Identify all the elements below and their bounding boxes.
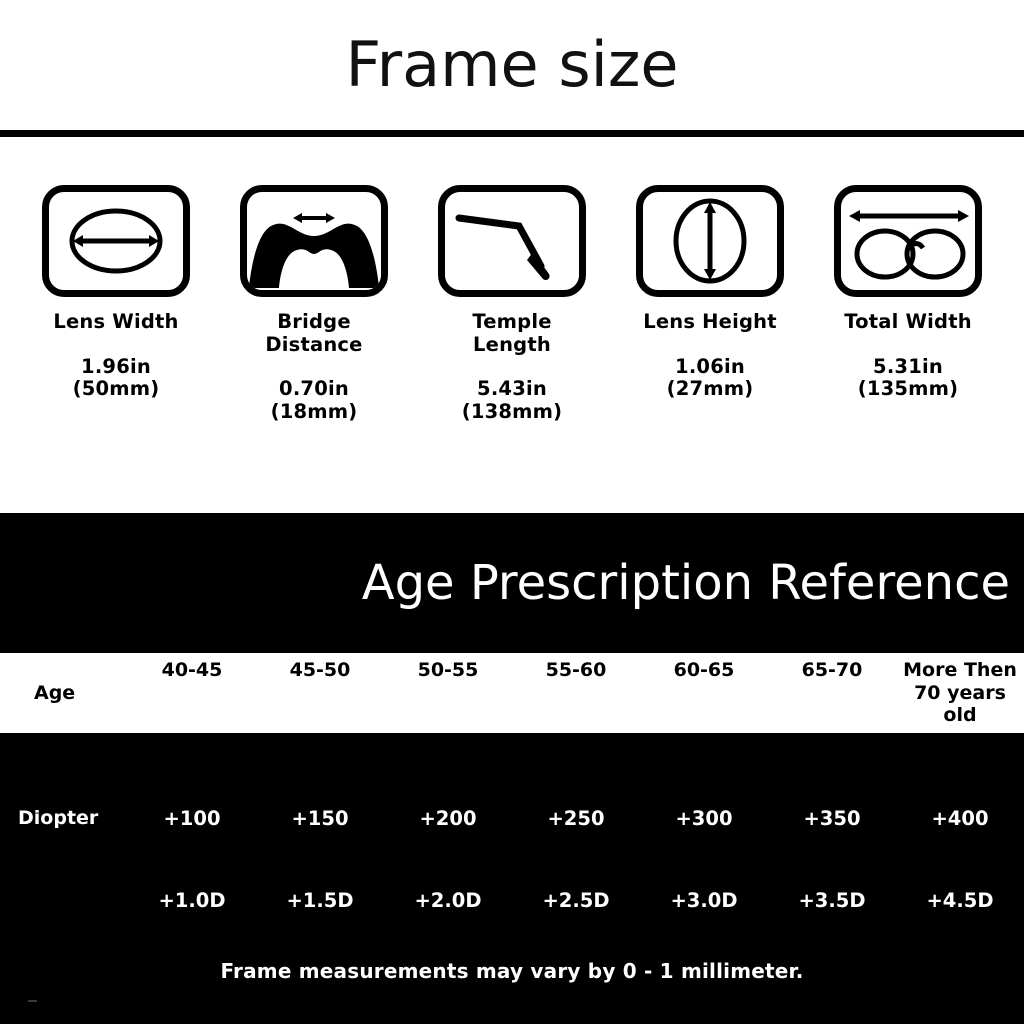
age-range-cells [128,659,1024,727]
diopter-row-d [0,859,1024,941]
diopter-d-3: +2.5D [542,888,610,912]
spec-value-lens-height [667,356,754,401]
spec-value-lens-height-mm: (27mm) [666,377,754,401]
age-cell-3-line1: 55-60 [545,658,607,681]
spec-temple-length [414,185,610,423]
age-cell-2 [384,659,512,727]
title-block [0,0,1024,130]
lens-width-icon-svg [49,192,183,290]
temple-length-icon-svg [445,192,579,290]
age-cell-4 [640,659,768,727]
spec-lens-height [612,185,808,423]
diopter-d-5: +3.5D [798,888,866,912]
diopter-numeric-5: +350 [803,806,861,830]
diopter-d-6: +4.5D [926,888,994,912]
banner-title: Age Prescription Reference [361,555,1010,611]
diopter-d-0: +1.0D [158,888,226,912]
bridge-distance-icon [240,185,388,297]
spec-lens-width [18,185,214,423]
total-width-icon-svg [841,192,975,290]
diopter-numeric-6: +400 [931,806,989,830]
spec-label-bridge-line2: Distance [265,332,363,356]
diopter-numeric-3: +250 [547,806,605,830]
age-cell-6-line1: More Then [903,658,1017,681]
spec-value-temple-in: 5.43in [477,377,547,401]
diopter-numeric-cells [128,807,1024,830]
spec-value-lens-height-in: 1.06in [675,354,745,378]
age-cell-3 [512,659,640,727]
age-header-row [0,653,1024,733]
spec-value-temple-mm: (138mm) [461,399,563,423]
lens-width-icon [42,185,190,297]
spec-value-lens-width-mm: (50mm) [72,377,160,401]
diopter-rows [0,733,1024,983]
diopter-numeric-2: +200 [419,806,477,830]
spec-value-bridge-mm: (18mm) [270,399,358,423]
diopter-row-label: Diopter [18,807,99,829]
diopter-numeric-4: +300 [675,806,733,830]
diopter-row-numeric [0,777,1024,859]
spec-label-lens-width: Lens Width [53,310,179,333]
spec-label-temple-length [472,311,551,356]
age-cell-1-line1: 45-50 [289,658,351,681]
age-prescription-banner [0,513,1024,653]
diopter-numeric-0: +100 [163,806,221,830]
diopter-numeric-1: +150 [291,806,349,830]
age-cell-5 [768,659,896,727]
lens-height-icon [636,185,784,297]
lens-height-icon-svg [643,192,777,290]
spec-label-bridge-line1: Bridge [277,310,351,333]
spec-value-lens-width-in: 1.96in [81,354,151,378]
diopter-block [0,733,1024,1024]
age-row-label: Age [34,682,76,704]
age-cell-6-line2: 70 years old [914,681,1006,727]
spec-value-bridge-distance [271,378,358,423]
spec-bridge-distance [216,185,412,423]
age-cell-6 [896,659,1024,727]
diopter-d-4: +3.0D [670,888,738,912]
spec-label-total-width: Total Width [844,310,972,333]
spec-value-total-width [858,356,959,401]
age-cell-1 [256,659,384,727]
spec-label-bridge-distance [265,311,362,356]
temple-length-icon [438,185,586,297]
page-title: Frame size [345,28,679,101]
diopter-d-cells [128,889,1024,912]
spec-label-temple-line2: Length [473,332,551,356]
diopter-d-1: +1.5D [286,888,354,912]
diopter-d-2: +2.0D [414,888,482,912]
spec-total-width [810,185,1006,423]
spec-value-lens-width [73,356,160,401]
spec-label-temple-line1: Temple [472,310,552,333]
spec-label-lens-height: Lens Height [643,310,777,333]
spec-value-bridge-in: 0.70in [279,377,349,401]
bridge-distance-icon-svg [247,192,381,290]
age-cell-0-line1: 40-45 [161,658,223,681]
age-cell-0 [128,659,256,727]
measurement-footnote: Frame measurements may vary by 0 - 1 millimeter. [220,959,804,983]
frame-spec-row [0,137,1024,423]
total-width-icon [834,185,982,297]
corner-dash-mark [28,1000,37,1002]
title-divider [0,130,1024,137]
age-cell-2-line1: 50-55 [417,658,479,681]
spec-value-total-width-in: 5.31in [873,354,943,378]
age-cell-4-line1: 60-65 [673,658,735,681]
spec-value-total-width-mm: (135mm) [857,377,959,401]
age-cell-5-line1: 65-70 [801,658,863,681]
spec-value-temple-length [462,378,563,423]
